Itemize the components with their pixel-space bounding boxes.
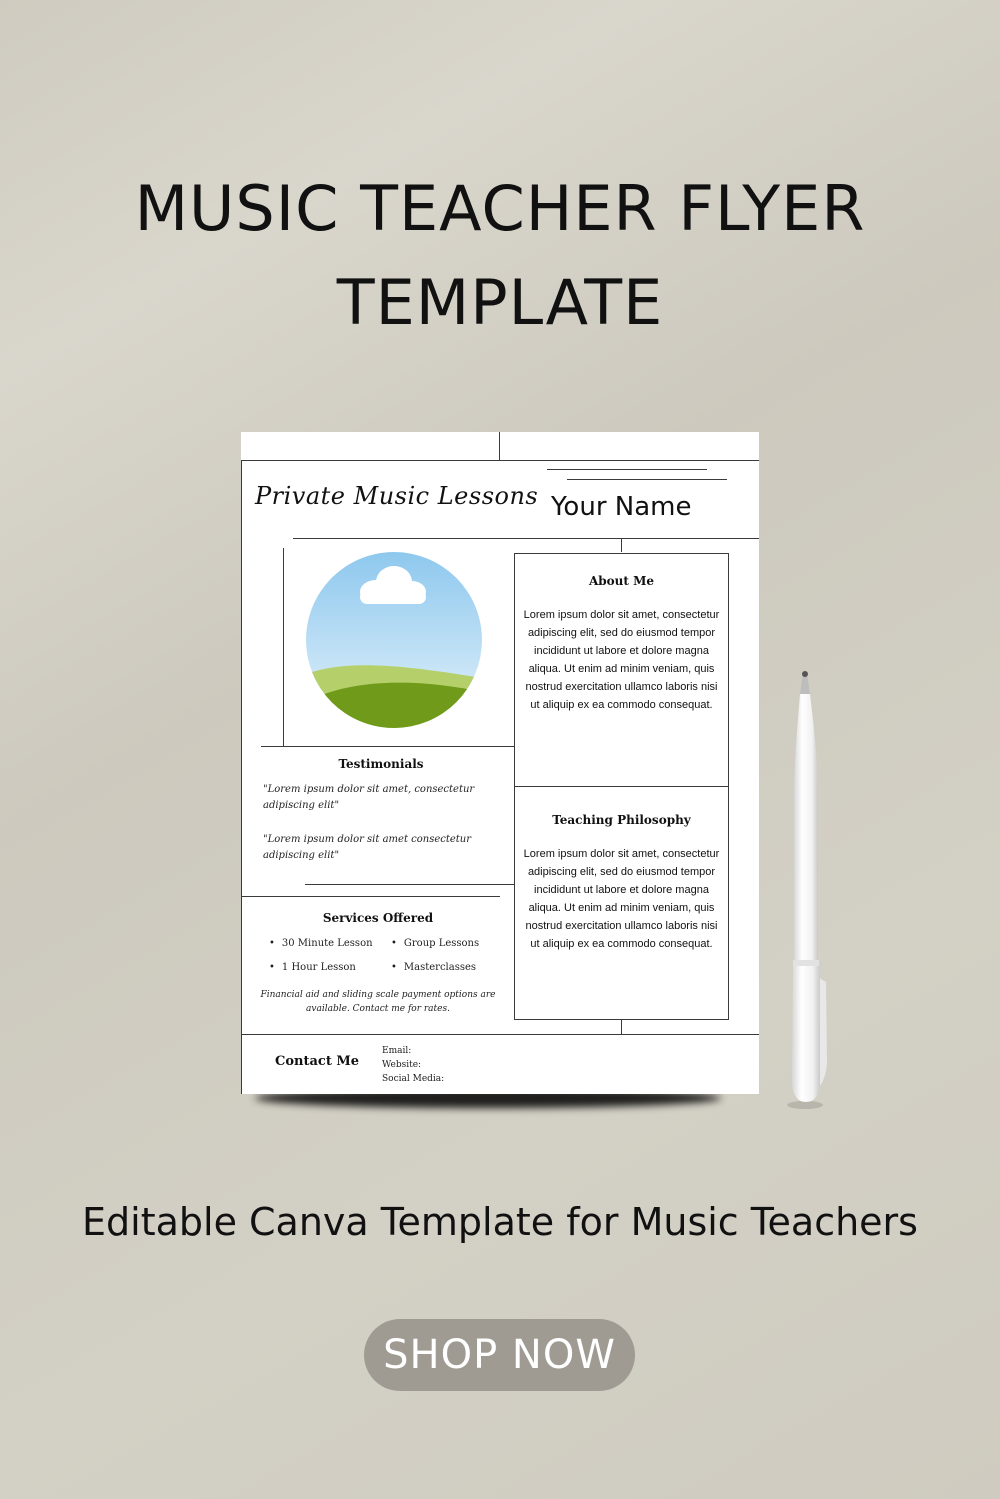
contact-website-label: Website: — [382, 1060, 422, 1070]
about-me-text: Lorem ipsum dolor sit amet, consectetur adipiscing elit, sed do eiusmod tempor incididunt ut labore et dolore magna aliqua. Ut enim ad minim veniam, quis nostrud exercitation ullamco laboris nisi ut aliquip ex ea commodo consequat. — [523, 609, 720, 711]
divider-line — [241, 460, 242, 1094]
divider-line — [241, 1034, 759, 1035]
divider-line — [621, 538, 622, 552]
teaching-philosophy-box — [514, 786, 729, 1020]
testimonials-title: Testimonials — [338, 757, 424, 771]
divider-line — [293, 538, 759, 539]
services-note: Financial aid and sliding scale payment options are available. Contact me for rates. — [260, 990, 496, 1014]
teaching-philosophy-title: Teaching Philosophy — [552, 813, 691, 827]
teaching-philosophy-text: Lorem ipsum dolor sit amet, consectetur adipiscing elit, sed do eiusmod tempor incididunt ut labore et dolore magna aliqua. Ut enim ad minim veniam, quis nostrud exercitation ullamco laboris nisi ut aliquip ex ea commodo consequat. — [523, 848, 720, 950]
divider-line — [621, 1018, 622, 1034]
landscape-photo-placeholder — [306, 552, 482, 728]
contact-email-label: Email: — [382, 1046, 412, 1056]
page-title-line-2: TEMPLATE — [336, 266, 664, 339]
flyer-your-name: Your Name — [551, 492, 692, 522]
testimonial-quote: "Lorem ipsum dolor sit amet, consectetur adipiscing elit" — [263, 784, 475, 811]
contact-social-label: Social Media: — [382, 1074, 445, 1084]
services-title: Services Offered — [322, 911, 434, 925]
divider-line — [241, 460, 759, 461]
divider-line — [241, 896, 500, 897]
divider-line — [283, 548, 284, 746]
page-subtitle: Editable Canva Template for Music Teachers — [82, 1200, 918, 1244]
about-me-box — [514, 553, 729, 788]
contact-title: Contact Me — [275, 1054, 360, 1069]
divider-line — [499, 432, 500, 460]
service-item: • 1 Hour Lesson — [269, 962, 356, 973]
flyer-preview — [241, 432, 759, 1094]
divider-line — [261, 746, 514, 747]
landscape-icon — [306, 552, 482, 728]
page-title-line-1: MUSIC TEACHER FLYER — [134, 172, 866, 245]
flyer-script-heading: Private Music Lessons — [255, 482, 539, 510]
service-item: • Masterclasses — [391, 962, 476, 973]
divider-line — [305, 884, 514, 885]
testimonial-quote: "Lorem ipsum dolor sit amet consectetur adipiscing elit" — [263, 834, 472, 861]
divider-line — [567, 479, 727, 480]
service-item: • Group Lessons — [391, 938, 479, 949]
divider-line — [547, 469, 707, 470]
pen-icon — [780, 660, 840, 1110]
service-item: • 30 Minute Lesson — [269, 938, 373, 949]
about-me-title: About Me — [588, 574, 655, 588]
shop-now-button[interactable]: SHOP NOW — [364, 1319, 635, 1391]
